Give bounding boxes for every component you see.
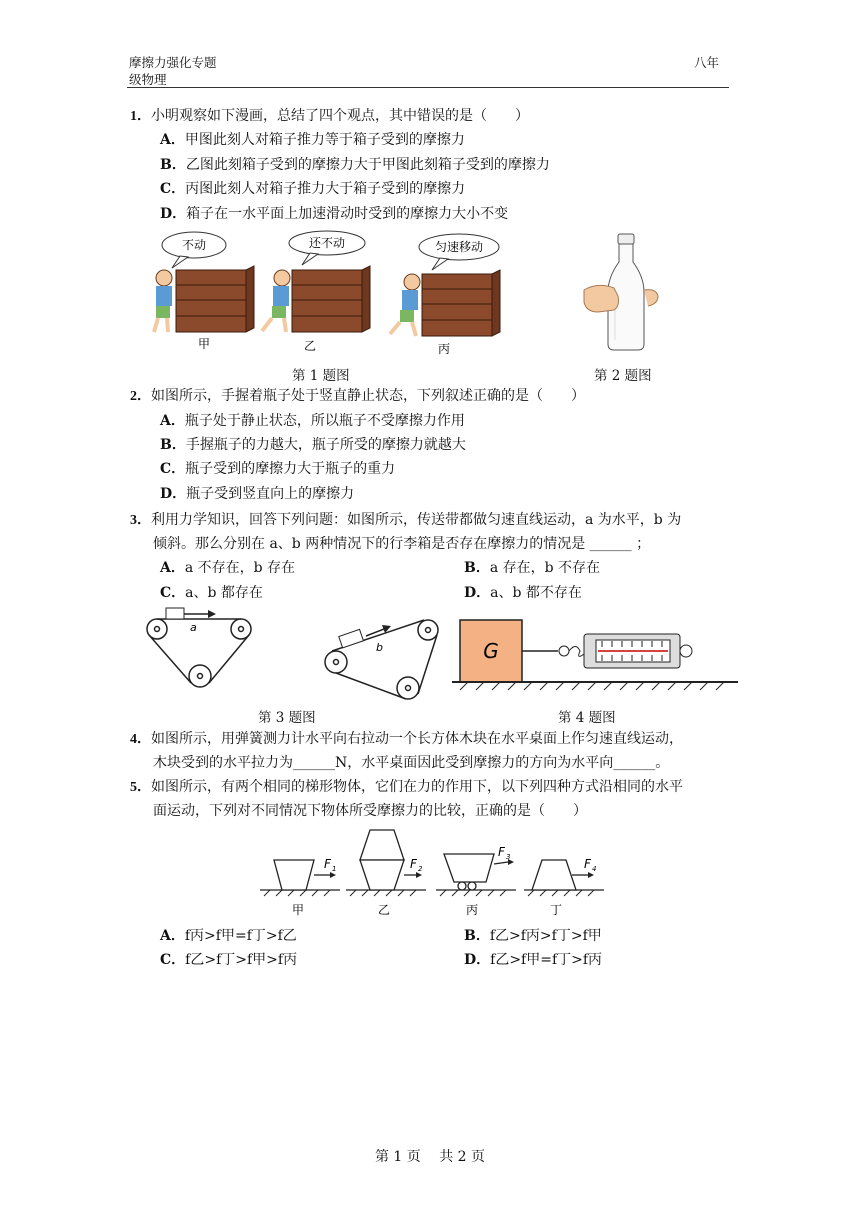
crate-1 [176,266,254,332]
q3-option-d: D．a、b 都不存在 [464,585,582,601]
speech-bubble-2 [289,231,365,265]
question-1: 1．小明观察如下漫画，总结了四个观点，其中错误的是（ ） [130,108,529,124]
boy-3 [390,274,420,336]
q1-caption: 第 1 题图 [292,368,350,384]
q1-figure [150,228,510,358]
table-hatching [460,682,724,690]
question-3-line-2: 倾斜。那么分别在 a、b 两种情况下的行李箱是否存在摩擦力的情况是 ______ ； [153,536,651,552]
question-4-line-1: 4．如图所示，用弹簧测力计水平向右拉动一个长方体木块在水平桌面上作匀速直线运动， [130,731,683,747]
question-5-line-1: 5．如图所示，有两个相同的梯形物体，它们在力的作用下，以下列四种方式沿相同的水平 [130,779,683,795]
q4-caption: 第 4 题图 [558,710,616,726]
q4-figure [452,614,740,696]
force-label-2: F [410,857,417,871]
q5-option-d: D．f乙>f甲=f丁>f丙 [464,952,603,968]
bubble-text-2: 还不动 [308,236,346,250]
q5-label-bing: 丙 [465,903,479,917]
question-5-line-2: 面运动，下列对不同情况下物体所受摩擦力的比较，正确的是（ ） [153,803,587,819]
q5-figure [258,826,608,920]
crate-3 [422,270,500,336]
question-2: 2．如图所示，手握着瓶子处于竖直静止状态，下列叙述正确的是（ ） [130,388,585,404]
boy-2 [262,270,290,332]
q5-option-c: C．f乙>f丁>f甲>f丙 [160,952,298,968]
boy-1 [154,270,172,332]
force-sub-2: 2 [418,865,423,873]
q3-option-a: A．a 不存在，b 存在 [160,560,296,576]
q2-bottle-figure [578,232,668,354]
conveyor-b-label: b [376,641,383,654]
force-sub-1: 1 [332,865,337,873]
bubble-text-1: 不动 [181,238,207,252]
q5-label-ding: 丁 [549,903,563,917]
q1-option-c: C．丙图此刻人对箱子推力大于箱子受到的摩擦力 [160,181,466,197]
spring-scale [584,634,692,668]
force-label-4: F [584,857,591,871]
page-footer: 第 1 页 共 2 页 [374,1149,486,1165]
panel-label-1: 甲 [198,337,211,351]
q1-option-a: A．甲图此刻人对箱子推力等于箱子受到的摩擦力 [160,132,465,148]
q5-option-b: B．f乙>f丙>f丁>f甲 [464,928,602,944]
conveyor-a-label: a [190,621,197,634]
panel-label-3: 丙 [438,342,451,356]
force-sub-3: 3 [506,853,511,861]
q1-option-d: D．箱子在一水平面上加速滑动时受到的摩擦力大小不变 [160,206,509,222]
force-label-1: F [324,857,331,871]
header-rule [127,87,729,88]
speech-bubble-1 [162,232,226,268]
header-subject: 级物理 [129,72,167,87]
q5-option-a: A．f丙>f甲=f丁>f乙 [160,928,297,944]
q3-caption: 第 3 题图 [258,710,316,726]
q1-option-b: B．乙图此刻箱子受到的摩擦力大于甲图此刻箱子受到的摩擦力 [160,157,550,173]
q3-option-b: B．a 存在，b 不存在 [464,560,601,576]
question-3-line-1: 3．利用力学知识，回答下列问题：如图所示，传送带都做匀速直线运动，a 为水平，b 为 [130,512,682,528]
q2-option-a: A．瓶子处于静止状态，所以瓶子不受摩擦力作用 [160,413,465,429]
header-title: 摩擦力强化专题 [129,55,217,70]
speech-bubble-3 [419,234,499,270]
q2-option-d: D．瓶子受到竖直向上的摩擦力 [160,486,355,502]
bubble-text-3: 匀速移动 [434,240,484,254]
q2-option-b: B．手握瓶子的力越大，瓶子所受的摩擦力就越大 [160,437,466,453]
q5-label-yi: 乙 [377,903,391,917]
q3-conveyor-b [318,614,442,704]
q2-option-c: C．瓶子受到的摩擦力大于瓶子的重力 [160,461,396,477]
q3-option-c: C．a、b 都存在 [160,585,263,601]
force-label-3: F [498,845,505,859]
crate-2 [292,266,370,332]
panel-label-2: 乙 [304,339,317,353]
q5-label-jia: 甲 [291,903,305,917]
ground-hatching [264,890,594,896]
force-sub-4: 4 [592,865,597,873]
q3-conveyor-a [140,604,260,694]
block-label: G [483,639,499,663]
question-4-line-2: 木块受到的水平拉力为______N，水平桌面因此受到摩擦力的方向为水平向______。 [153,755,670,771]
q2-caption: 第 2 题图 [594,368,652,384]
header-grade: 八年 [694,55,720,70]
